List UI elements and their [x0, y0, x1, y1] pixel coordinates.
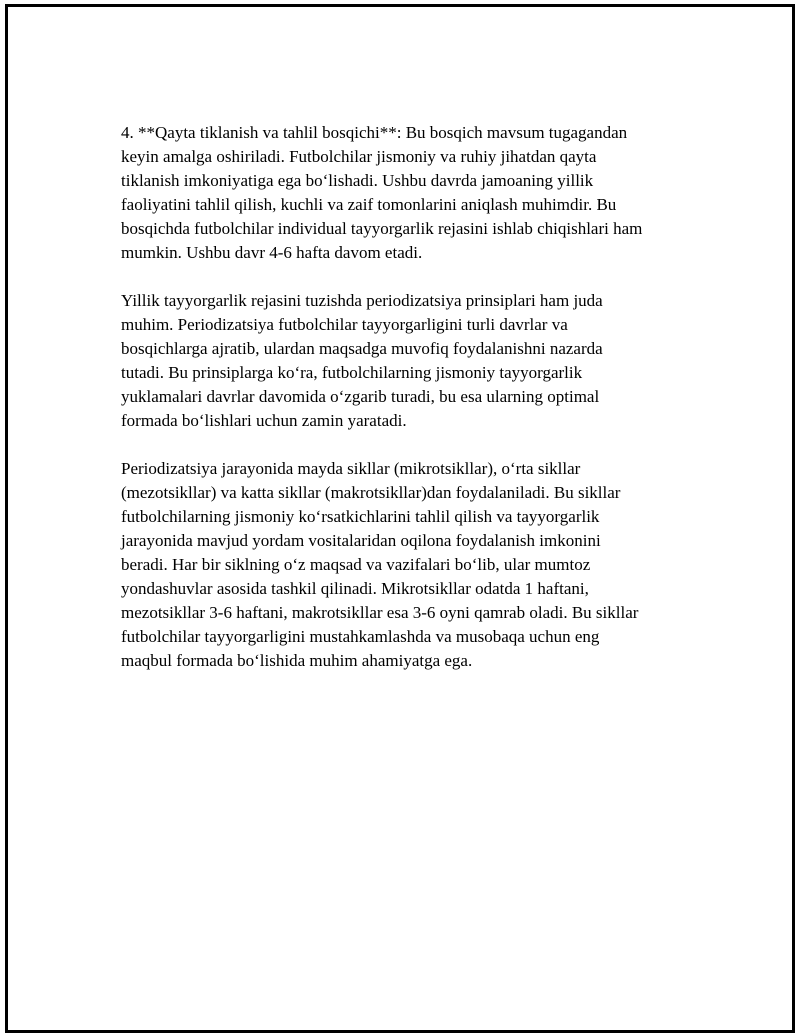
paragraph-periodization-principles: Yillik tayyorgarlik rejasini tuzishda periodizatsiya prinsiplari ham juda muhim. Periodizatsiya futbolchilar tayyorgarligini turli davrlar va bosqichlarga ajratib, ulardan maqsadga muvofiq foydalanishni nazarda tutadi. Bu prinsiplarga ko‘ra, futbolchilarning jismoniy tayyorgarlik yuklamalari davrlar davomida o‘zgarib turadi, bu esa ularning optimal formada bo‘lishlari uchun zamin yaratadi.	[121, 291, 603, 430]
paragraph-training-cycles: Periodizatsiya jarayonida mayda sikllar (mikrotsikllar), o‘rta sikllar (mezotsikllar) va katta sikllar (makrotsikllar)dan foydalaniladi. Bu sikllar futbolchilarning jismoniy ko‘rsatkichlarini tahlil qilish va tayyorgarlik jarayonida mavjud yordam vositalaridan oqilona foydalanish imkonini beradi. Har bir siklning o‘z maqsad va vazifalari bo‘lib, ular mumtoz yondashuvlar asosida tashkil qilinadi. Mikrotsikllar odatda 1 haftani, mezotsikllar 3-6 haftani, makrotsikllar esa 3-6 oyni qamrab oladi. Bu sikllar futbolchilar tayyorgarligini mustahkamlashda va musobaqa uchun eng maqbul formada bo‘lishida muhim ahamiyatga ega.	[121, 459, 639, 670]
document-body	[121, 121, 696, 697]
document-page	[5, 4, 795, 1033]
paragraph-recovery-phase: 4. **Qayta tiklanish va tahlil bosqichi**: Bu bosqich mavsum tugagandan keyin amalga oshiriladi. Futbolchilar jismoniy va ruhiy jihatdan qayta tiklanish imkoniyatiga ega bo‘lishadi. Ushbu davrda jamoaning yillik faoliyatini tahlil qilish, kuchli va zaif tomonlarini aniqlash muhimdir. Bu bosqichda futbolchilar individual tayyorgarlik rejasini ishlab chiqishlari ham mumkin. Ushbu davr 4-6 hafta davom etadi.	[121, 123, 643, 262]
